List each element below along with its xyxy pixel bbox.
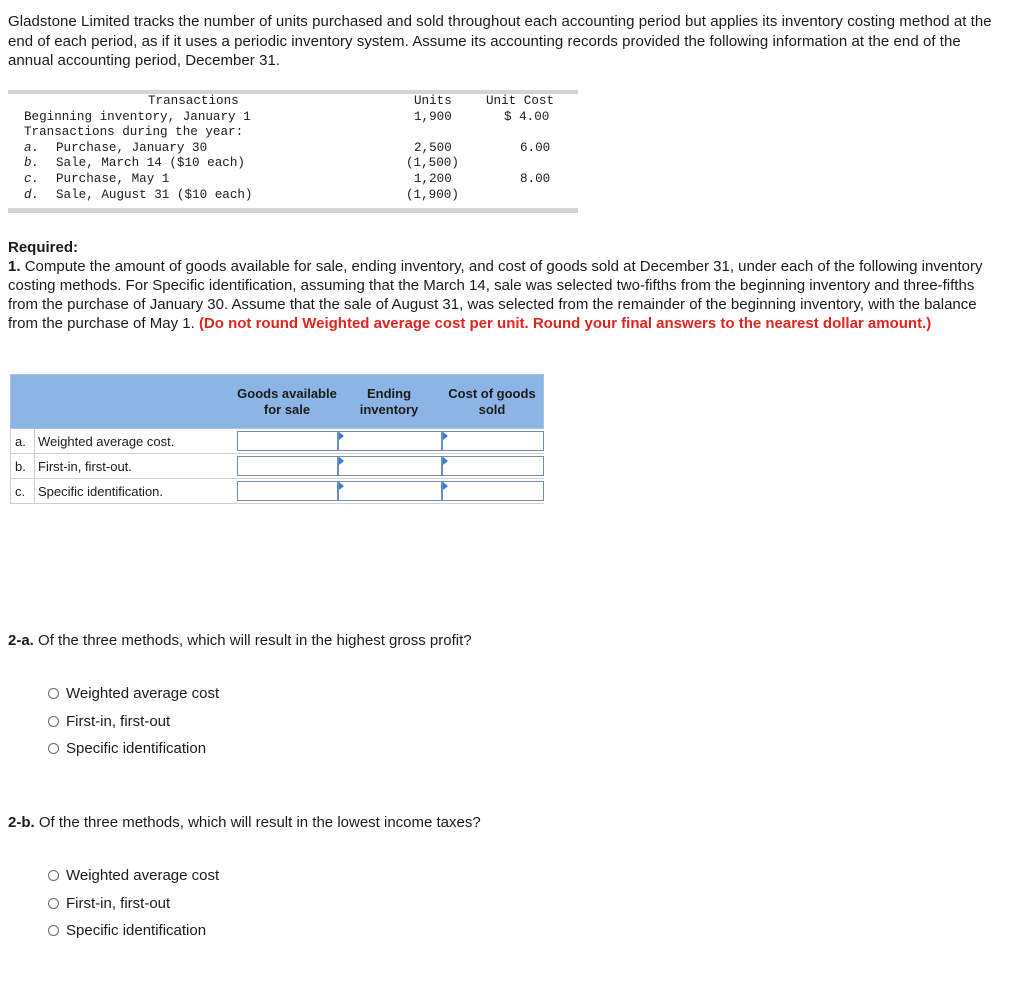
option-label: First-in, first-out bbox=[66, 894, 171, 912]
row-cost: $ 4.00 bbox=[504, 109, 550, 124]
radio-icon[interactable] bbox=[48, 716, 59, 727]
required-text: Compute the amount of goods available for sale, ending inventory, and cost of goods sold at December 31, under each of the following inventory costing methods. For Specific identification, assuming that the March 14, sale was selected two-fifths from the beginning inventory and three-fifths from the purchase of January 30. Assume that the sale of August 31, was selected from the remainder of the beginning inventory, with the balance from the purchase of May 1. bbox=[8, 258, 983, 332]
unit-cost-header: Unit Cost bbox=[486, 94, 555, 108]
ending-inventory-input-fifo[interactable] bbox=[338, 456, 442, 476]
radio-icon[interactable] bbox=[48, 688, 59, 699]
radio-icon[interactable] bbox=[48, 743, 59, 754]
row-units: (1,900) bbox=[406, 187, 459, 202]
input-marker-icon bbox=[339, 482, 344, 490]
row-label: Purchase, January 30 bbox=[56, 140, 208, 155]
answer-table-header bbox=[10, 374, 544, 429]
col-ending-inventory: Ending inventory bbox=[359, 385, 419, 417]
required-section bbox=[8, 238, 998, 333]
row-label: Purchase, May 1 bbox=[56, 172, 170, 186]
goods-available-input-fifo[interactable] bbox=[237, 456, 339, 476]
question-2a bbox=[8, 631, 472, 650]
table-row bbox=[10, 454, 544, 479]
option-label: Specific identification bbox=[66, 740, 207, 758]
row-label: Weighted average cost. bbox=[38, 433, 175, 449]
row-key: b. bbox=[24, 156, 40, 171]
ending-inventory-input-weighted[interactable] bbox=[338, 431, 442, 451]
radio-option[interactable] bbox=[48, 680, 219, 708]
goods-available-input-weighted[interactable] bbox=[237, 431, 339, 451]
table-row bbox=[10, 479, 544, 504]
radio-option[interactable] bbox=[48, 890, 219, 918]
row-key: a. bbox=[11, 429, 35, 453]
question-2b-number: 2-b. bbox=[8, 814, 35, 831]
row-key: b. bbox=[11, 454, 35, 478]
row-units: 2,500 bbox=[414, 140, 452, 155]
radio-option[interactable] bbox=[48, 735, 219, 763]
cogs-input-specific[interactable] bbox=[442, 481, 544, 501]
radio-icon[interactable] bbox=[48, 898, 59, 909]
row-label: Transactions during the year: bbox=[24, 125, 244, 140]
option-label: Specific identification bbox=[66, 922, 207, 940]
input-marker-icon bbox=[443, 457, 448, 465]
radio-icon[interactable] bbox=[48, 925, 59, 936]
row-units: 1,200 bbox=[414, 172, 452, 186]
ending-inventory-input-specific[interactable] bbox=[338, 481, 442, 501]
rounding-note: (Do not round Weighted average cost per unit. Round your final answers to the nearest dollar amount.) bbox=[198, 315, 932, 332]
row-label: Sale, August 31 ($10 each) bbox=[56, 187, 253, 202]
input-marker-icon bbox=[443, 432, 448, 440]
row-cost: 8.00 bbox=[520, 172, 551, 186]
row-label: Specific identification. bbox=[38, 483, 164, 499]
question-2b-text: Of the three methods, which will result in the lowest income taxes? bbox=[38, 814, 481, 831]
row-label: Beginning inventory, January 1 bbox=[24, 109, 251, 124]
transactions-table bbox=[8, 90, 578, 213]
input-marker-icon bbox=[443, 482, 448, 490]
radio-option[interactable] bbox=[48, 917, 219, 945]
row-key: c. bbox=[24, 172, 40, 186]
row-cost: 6.00 bbox=[520, 140, 551, 155]
question-2b-options bbox=[48, 862, 219, 945]
input-marker-icon bbox=[339, 432, 344, 440]
cogs-input-fifo[interactable] bbox=[442, 456, 544, 476]
goods-available-input-specific[interactable] bbox=[237, 481, 339, 501]
radio-icon[interactable] bbox=[48, 870, 59, 881]
row-label: First-in, first-out. bbox=[38, 458, 132, 474]
col-goods-available: Goods available for sale bbox=[237, 385, 337, 417]
required-title: Required: bbox=[8, 239, 79, 256]
cogs-input-weighted[interactable] bbox=[442, 431, 544, 451]
question-2a-text: Of the three methods, which will result in the highest gross profit? bbox=[38, 632, 472, 649]
intro-paragraph: Gladstone Limited tracks the number of units purchased and sold throughout each accounting period but applies its inventory costing method at the end of each period, as if it uses a periodic inventory system. Assume its accounting records provided the following information at the end of the annual accounting period, December 31. bbox=[8, 13, 992, 69]
option-label: First-in, first-out bbox=[66, 712, 171, 730]
question-2b bbox=[8, 813, 481, 832]
row-units: (1,500) bbox=[406, 156, 459, 171]
question-2a-options bbox=[48, 680, 219, 763]
transactions-header: Transactions bbox=[148, 94, 239, 108]
radio-option[interactable] bbox=[48, 862, 219, 890]
required-number: 1. bbox=[8, 258, 21, 275]
table-row bbox=[10, 429, 544, 454]
input-marker-icon bbox=[339, 457, 344, 465]
col-cost-of-goods-sold: Cost of goods sold bbox=[448, 385, 536, 417]
radio-option[interactable] bbox=[48, 708, 219, 736]
row-key: a. bbox=[24, 140, 40, 155]
question-2a-number: 2-a. bbox=[8, 632, 34, 649]
row-units: 1,900 bbox=[414, 109, 452, 124]
row-key: c. bbox=[11, 479, 35, 503]
answer-table bbox=[10, 374, 544, 504]
option-label: Weighted average cost bbox=[66, 685, 220, 703]
row-key: d. bbox=[24, 187, 40, 202]
units-header: Units bbox=[414, 94, 452, 108]
table-bottom-rule bbox=[8, 208, 578, 213]
row-label: Sale, March 14 ($10 each) bbox=[56, 156, 245, 171]
option-label: Weighted average cost bbox=[66, 867, 220, 885]
